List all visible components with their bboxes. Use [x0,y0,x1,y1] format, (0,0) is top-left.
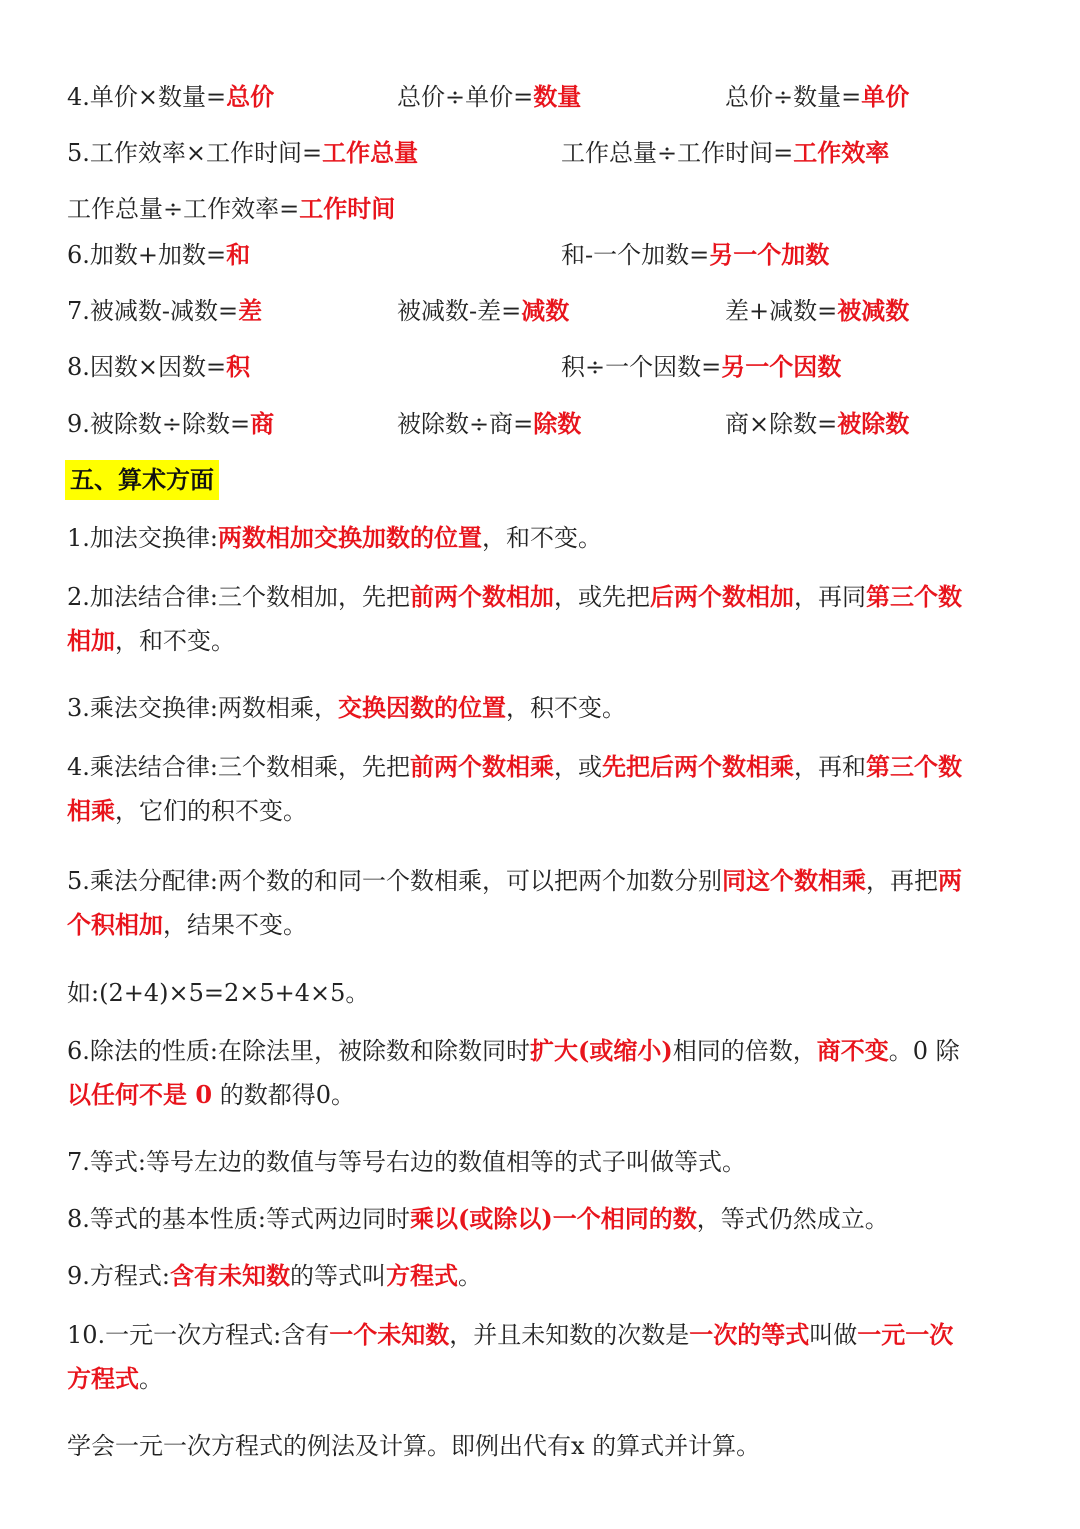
rule-5-line-1 [67,866,962,896]
rule-6-line-1 [67,1036,960,1066]
formula-text: 8.因数×因数= [67,353,227,381]
formula-row-9-col3 [725,409,909,439]
formula-text: 被减数-差= [397,297,522,325]
formula-text: 工作总量÷工作时间= [561,139,794,167]
formula-result: 被减数 [837,296,910,325]
rule-text: 9.方程式: [67,1262,170,1290]
rule-text: 10.一元一次方程式:含有 [67,1321,330,1349]
rule-highlight: 以任何不是 0 [67,1080,213,1109]
formula-text: 积÷一个因数= [561,353,722,381]
rule-text: ，积不变。 [505,694,626,722]
formula-text: 7.被减数-减数= [67,297,239,325]
rule-text: ，或先把 [553,583,650,611]
formula-row-7-col2 [397,296,569,326]
rule-4-line-2 [67,796,307,826]
rule-highlight: 两 [937,866,962,895]
formula-text: 总价÷单价= [397,83,534,111]
rule-text: ，等式仍然成立。 [696,1205,889,1233]
formula-result: 工作时间 [299,194,396,223]
rule-text: ，和不变。 [481,524,602,552]
formula-row-6-col1 [67,240,250,270]
formula-text: 6.加数+加数= [67,241,227,269]
rule-2-line-1 [67,582,962,612]
section-title: 五、算术方面 [65,460,219,500]
rule-text: ，或 [553,753,602,781]
rule-text: 相同的倍数， [672,1037,817,1065]
rule-highlight: 一元一次 [857,1320,954,1349]
rule-highlight: 个积相加 [67,910,163,939]
formula-row-5b [67,194,395,224]
rule-text: ，它们的积不变。 [115,797,307,825]
rule-highlight: 一次的等式 [689,1320,810,1349]
formula-row-5-col1 [67,138,418,168]
rule-8 [67,1204,889,1234]
formula-text: 和-一个加数= [561,241,710,269]
rule-text: 8.等式的基本性质:等式两边同时 [67,1205,410,1233]
formula-result: 总价 [226,82,275,111]
rule-text: 2.加法结合律:三个数相加，先把 [67,583,410,611]
rule-1 [67,523,602,553]
rule-9 [67,1261,482,1291]
rule-highlight: 后两个数相加 [649,582,794,611]
formula-text: 工作总量÷工作效率= [67,195,300,223]
rule-text: ，并且未知数的次数是 [449,1321,690,1349]
footer-line [67,1431,760,1461]
rule-highlight: 扩大(或缩小) [529,1036,673,1065]
rule-6-line-2 [67,1080,355,1110]
formula-row-4-col3 [725,82,909,112]
rule-text: 。 [457,1262,482,1290]
formula-row-7-col1 [67,296,262,326]
rule-highlight: 前两个数相乘 [409,752,554,781]
rule-highlight: 两数相加交换加数的位置 [217,523,482,552]
formula-result: 除数 [533,409,582,438]
formula-text: 被除数÷商= [397,410,534,438]
formula-row-4-col2 [397,82,581,112]
rule-text: 6.除法的性质:在除法里，被除数和除数同时 [67,1037,530,1065]
rule-highlight: 一个未知数 [329,1320,450,1349]
formula-text: 商×除数= [725,410,838,438]
rule-text: ，再把 [865,867,938,895]
rule-text: ，再同 [793,583,866,611]
formula-row-8-col2 [561,352,841,382]
rule-highlight: 商不变 [816,1036,889,1065]
formula-result: 和 [226,240,251,269]
formula-result: 减数 [521,296,570,325]
formula-result: 数量 [533,82,582,111]
formula-result: 另一个因数 [721,352,842,381]
rule-text: ，再和 [793,753,866,781]
formula-result: 单价 [861,82,910,111]
rule-3 [67,693,626,723]
rule-text: 。0 除 [888,1037,960,1065]
rule-text: 1.加法交换律: [67,524,218,552]
formula-result: 另一个加数 [709,240,830,269]
rule-highlight: 含有未知数 [169,1261,290,1290]
formula-text: 差+减数= [725,297,838,325]
rule-4-line-1 [67,752,962,782]
formula-row-4-col1 [67,82,274,112]
formula-text: 总价÷数量= [725,83,862,111]
rule-text: 4.乘法结合律:三个数相乘，先把 [67,753,410,781]
rule-highlight: 乘以(或除以)一个相同的数 [409,1204,697,1233]
rule-highlight: 前两个数相加 [409,582,554,611]
rule-text: ，和不变。 [115,627,235,655]
formula-row-5-col2 [561,138,889,168]
rule-7 [67,1147,746,1177]
formula-text: 5.工作效率×工作时间= [67,139,323,167]
formula-result: 工作效率 [793,138,890,167]
formula-row-7-col3 [725,296,909,326]
rule-highlight: 相加 [67,626,115,655]
formula-text: 4.单价×数量= [67,83,227,111]
rule-highlight: 第三个数 [865,582,962,611]
example-line [67,978,369,1008]
rule-text: 。 [139,1365,163,1393]
formula-result: 工作总量 [322,138,419,167]
rule-highlight: 先把后两个数相乘 [601,752,794,781]
rule-highlight: 相乘 [67,796,115,825]
rule-text: 叫做 [809,1321,858,1349]
footer-text: 学会一元一次方程式的例法及计算。即例出代有x 的算式并计算。 [67,1432,761,1460]
rule-highlight: 同这个数相乘 [721,866,866,895]
formula-row-6-col2 [561,240,829,270]
formula-result: 被除数 [837,409,910,438]
formula-row-9-col2 [397,409,581,439]
formula-result: 商 [250,409,275,438]
rule-highlight: 交换因数的位置 [337,693,506,722]
rule-10-line-1 [67,1320,953,1350]
example-text: 如:(2+4)×5=2×5+4×5。 [67,979,370,1007]
rule-2-line-2 [67,626,235,656]
formula-row-8-col1 [67,352,250,382]
formula-result: 差 [238,296,263,325]
rule-text: 的数都得0。 [212,1081,355,1109]
rule-highlight: 方程式 [67,1364,139,1393]
rule-10-line-2 [67,1364,163,1394]
rule-text: ，结果不变。 [163,911,307,939]
rule-5-line-2 [67,910,307,940]
formula-text: 9.被除数÷除数= [67,410,251,438]
rule-text: 3.乘法交换律:两数相乘， [67,694,338,722]
rule-text: 5.乘法分配律:两个数的和同一个数相乘，可以把两个加数分别 [67,867,722,895]
formula-row-9-col1 [67,409,274,439]
rule-highlight: 第三个数 [865,752,962,781]
formula-result: 积 [226,352,251,381]
rule-text: 7.等式:等号左边的数值与等号右边的数值相等的式子叫做等式。 [67,1148,746,1176]
rule-text: 的等式叫 [289,1262,386,1290]
rule-highlight: 方程式 [385,1261,458,1290]
